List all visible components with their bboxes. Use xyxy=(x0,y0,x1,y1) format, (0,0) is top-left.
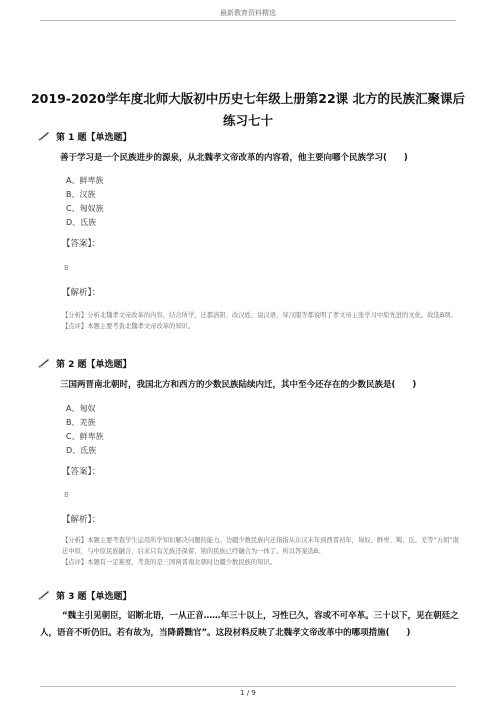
header-divider xyxy=(40,20,456,21)
question-heading-text: 第 1 题【单选题】 xyxy=(56,132,132,143)
question-1-answer: B xyxy=(64,264,69,272)
question-2-analysis xyxy=(62,535,462,568)
question-2-heading xyxy=(38,357,132,369)
question-1-stem: 善于学习是一个民族进步的源泉，从北魏孝文帝改革的内容看，他主要向哪个民族学习( ) xyxy=(60,153,408,163)
analysis-paragraph: 【分析】分析北魏孝文帝改革的内容，结合所学，迁都洛阳、改汉姓、说汉语、穿汉服等都说明了孝文帝主张学习中原先进的文化。故选B项。 xyxy=(62,312,457,319)
question-2-option-b[interactable]: B、羌族 xyxy=(66,418,96,427)
analysis-paragraph: 【分析】本题主要考查学生运用所学知识解决问题的能力。边疆少数民族内迁指指从东汉末年到西晋初年，匈奴、鲜卑、羯、氐、羌等“五胡”南迁中原，与中原民族融合，后来只有羌族还保留，别的民族已经融合为一体了。所以答案选B。 xyxy=(62,537,459,555)
analysis-paragraph: 【点评】本题有一定难度，考查的是三国两晋南北朝时边疆少数民族的知识。 xyxy=(62,559,277,566)
question-2-analysis-label: 【解析】： xyxy=(62,515,101,525)
question-3-heading xyxy=(38,589,132,601)
question-2-answer: B xyxy=(64,491,69,499)
question-1-option-b[interactable]: B、汉族 xyxy=(66,190,96,199)
question-1-option-a[interactable]: A、鲜卑族 xyxy=(66,176,104,185)
question-heading-text: 第 2 题【单选题】 xyxy=(56,359,132,370)
pen-icon xyxy=(38,358,50,368)
document-title: 2019-2020学年度北师大版初中历史七年级上册第22课 北方的民族汇聚课后练习七十 xyxy=(30,91,466,128)
question-1-answer-label: 【答案】： xyxy=(62,239,101,249)
page-number: 1 / 9 xyxy=(240,689,256,697)
footer-divider xyxy=(40,686,456,687)
page-header-note: 最新教育资料精选 xyxy=(220,9,276,17)
question-1-option-c[interactable]: C、匈奴族 xyxy=(66,204,104,213)
analysis-paragraph: 【点评】本题主要考查北魏孝文帝改革的知识。 xyxy=(62,323,195,330)
question-2-stem: 三国两晋南北朝时，我国北方和西方的少数民族陆续内迁，其中至今还存在的少数民族是( ) xyxy=(60,380,417,390)
question-1-analysis-label: 【解析】： xyxy=(62,288,101,298)
pen-icon xyxy=(38,131,50,141)
question-2-option-d[interactable]: D、氐族 xyxy=(66,446,97,455)
pen-icon xyxy=(38,590,50,600)
question-1-option-d[interactable]: D、氐族 xyxy=(66,218,97,227)
question-2-answer-label: 【答案】： xyxy=(62,467,101,477)
question-heading-text: 第 3 题【单选题】 xyxy=(56,591,132,602)
question-1-heading xyxy=(38,130,132,142)
question-2-option-c[interactable]: C、鲜卑族 xyxy=(66,432,104,441)
question-3-stem: “魏主引见朝臣，诏断北语，一从正音……年三十以上，习性已久，容或不可卒革。三十以下，见在朝廷之人，语音不听仍旧。若有故为，当降爵黜官”。这段材料反映了北魏孝文帝改革中的哪项措施( ) xyxy=(40,611,459,638)
question-2-option-a[interactable]: A、匈奴 xyxy=(66,404,96,413)
question-1-analysis xyxy=(62,310,462,332)
